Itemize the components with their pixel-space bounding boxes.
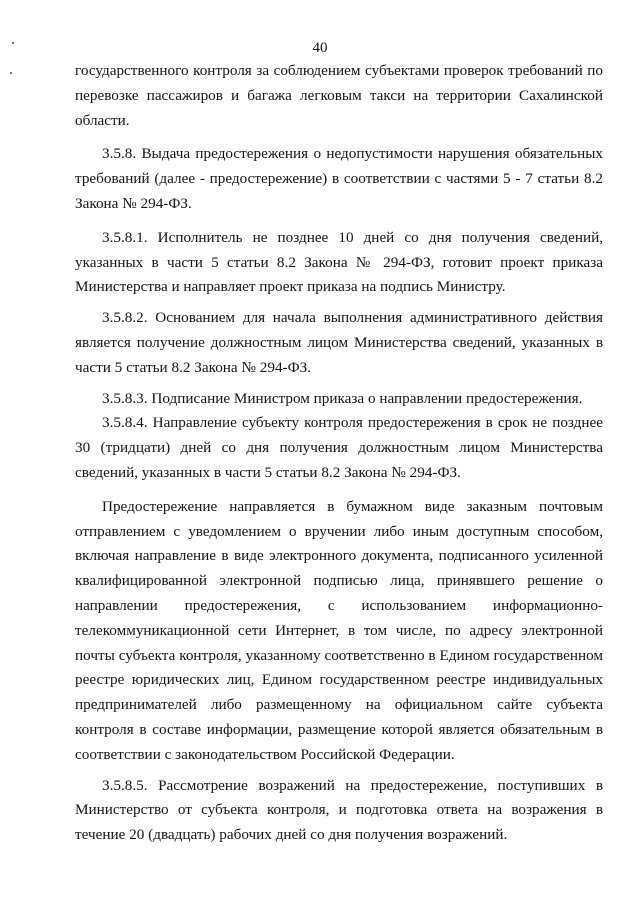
document-body	[75, 59, 603, 848]
paragraph-3-5-8-3: 3.5.8.3. Подписание Министром приказа о направлении предостережения.	[102, 389, 583, 407]
paragraph-3-5-8-2: 3.5.8.2. Основанием для начала выполнения административного действия является получение должностным лицом Министерства сведений, указанных в части 5 статьи 8.2 Закона № 294-ФЗ.	[75, 309, 603, 376]
paragraph-3-5-8-1: 3.5.8.1. Исполнитель не позднее 10 дней со дня получения сведений, указанных в части 5 статьи 8.2 Закона № 294-ФЗ, готовит проект приказа Министерства и направляет проект приказа на подпись Министру.	[75, 228, 603, 296]
page-number: 40	[312, 40, 328, 56]
paragraph-continuation: государственного контроля за соблюдением субъектами проверок требований по перевозке пассажиров и багажа легковым такси на территории Сахалинской области.	[75, 62, 603, 129]
paragraph-3-5-8: 3.5.8. Выдача предостережения о недопустимости нарушения обязательных требований (далее - предостережение) в соответствии с частями 5 - 7 статьи 8.2 Закона № 294-ФЗ.	[75, 145, 603, 212]
paragraph-3-5-8-5: 3.5.8.5. Рассмотрение возражений на предостережение, поступивших в Министерство от субъекта контроля, и подготовка ответа на возражения в течение 20 (двадцать) рабочих дней со дня получения возражений.	[75, 776, 603, 844]
paragraph-3-5-8-4: 3.5.8.4. Направление субъекту контроля предостережения в срок не позднее 30 (тридцати) дней со дня получения должностным лицом Министерства сведений, указанных в части 5 статьи 8.2 Закона № 294-ФЗ.	[75, 414, 603, 481]
scan-speck-left	[10, 72, 12, 74]
paragraph-warning-delivery: Предостережение направляется в бумажном виде заказным почтовым отправлением с уведомлением о вручении либо иным доступным способом, включая направление в виде электронного документа, подписанного усиленной квалифицированной электронной подписью лица, принявшего решение о направлении предостережения, с использованием информационно-телекоммуникационной сети Интернет, в том числе, по адресу электронной почты субъекта контроля, указанному соответственно в Едином государственном реестре юридических лиц, Едином государственном реестре индивидуальных предпринимателей либо размещенному на официальном сайте субъекта контроля в составе информации, размещение которой является обязательным в соответствии с законодательством Российской Федерации.	[75, 497, 603, 763]
